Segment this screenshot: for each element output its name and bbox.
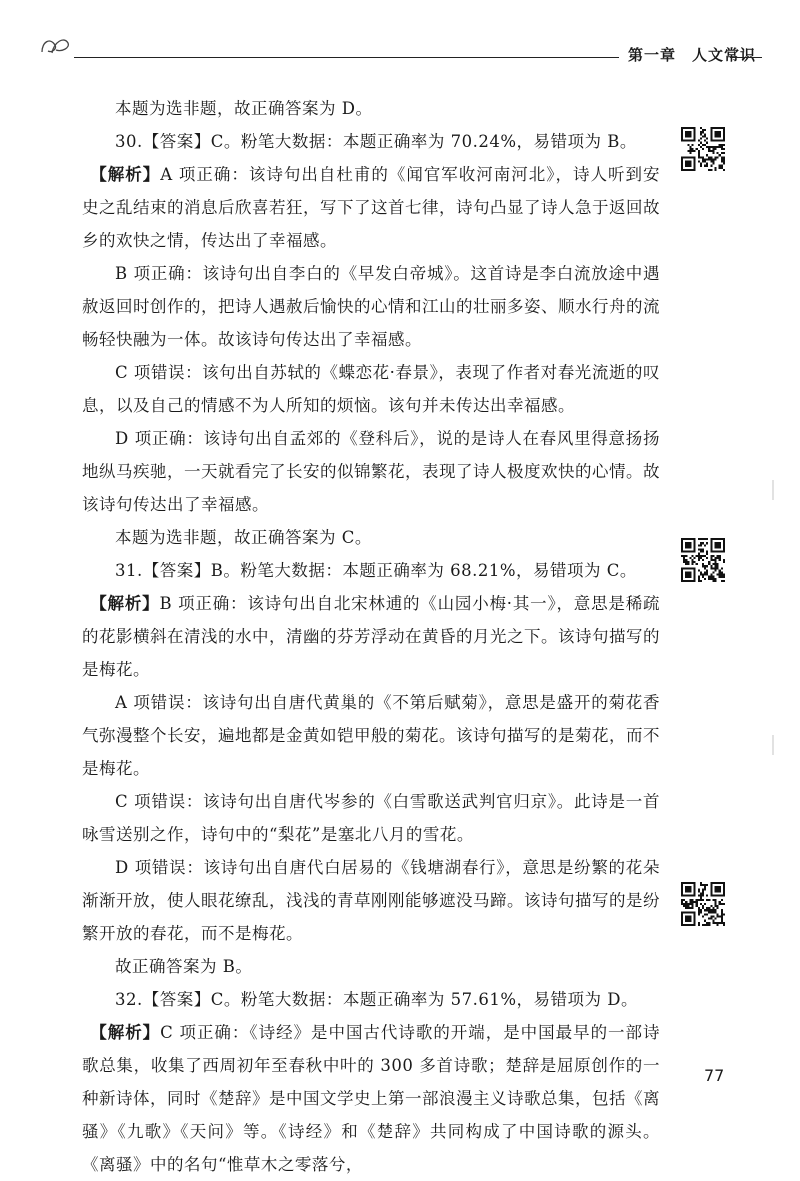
paragraph: 本题为选非题，故正确答案为 C。 [115,528,372,547]
qr-code-icon[interactable] [681,882,725,926]
paragraph: 【解析】A 项正确：该诗句出自杜甫的《闻官军收河南河北》，诗人听到安史之乱结束的消息后欣喜若狂，写下了这首七律，诗句凸显了诗人急于返回故乡的欢快之情，传达出了幸福感。 [82,165,660,250]
paragraph: C 项错误：该诗句出自唐代岑参的《白雪歌送武判官归京》。此诗是一首咏雪送别之作，诗句中的“梨花”是塞北八月的雪花。 [82,792,660,844]
analysis-tag: 【解析】 [90,594,160,613]
chapter-title: 第一章 人文常识 [628,46,757,64]
qr-code-icon[interactable] [681,538,725,582]
page-header [40,30,762,70]
header-rule-left [74,57,619,58]
paragraph: B 项正确：该诗句出自李白的《早发白帝城》。这首诗是李白流放途中遇赦返回时创作的，把诗人遇赦后愉快的心情和江山的壮丽多姿、顺水行舟的流畅轻快融为一体。故该诗句传达出了幸福感。 [82,264,660,349]
paragraph: 【解析】B 项正确：该诗句出自北宋林逋的《山园小梅·其一》，意思是稀疏的花影横斜在清浅的水中，清幽的芬芳浮动在黄昏的月光之下。该诗句描写的是梅花。 [82,594,660,679]
paragraph: D 项正确：该诗句出自孟郊的《登科后》，说的是诗人在春风里得意扬扬地纵马疾驰，一天就看完了长安的似锦繁花，表现了诗人极度欢快的心情。故该诗句传达出了幸福感。 [82,429,660,514]
paragraph: A 项错误：该诗句出自唐代黄巢的《不第后赋菊》，意思是盛开的菊花香气弥漫整个长安，遍地都是金黄如铠甲般的菊花。该诗句描写的是菊花，而不是梅花。 [82,693,660,778]
header-rule-right [730,57,762,58]
paragraph: 【解析】C 项正确：《诗经》是中国古代诗歌的开端，是中国最早的一部诗歌总集，收集了西周初年至春秋中叶的 300 多首诗歌；楚辞是屈原创作的一种新诗体，同时《楚辞》是中国文学史上第一部浪漫主义诗歌总集，包括《离骚》《九歌》《天问》等。《诗经》和《楚辞》共同构成了中国诗歌的源头。《离骚》中的名句“惟草木之零落兮， [82,1023,660,1174]
analysis-tag: 【解析】 [90,165,161,184]
paragraph: D 项错误：该诗句出自唐代白居易的《钱塘湖春行》，意思是纷繁的花朵渐渐开放，使人眼花缭乱，浅浅的青草刚刚能够遮没马蹄。该诗句描写的是纷繁开放的春花，而不是梅花。 [82,858,660,943]
analysis-tag: 【解析】 [90,1023,161,1042]
paragraph: 本题为选非题，故正确答案为 D。 [115,99,373,118]
paragraph: 故正确答案为 B。 [115,957,253,976]
qr-code-icon[interactable] [681,127,725,171]
scan-mark [772,480,774,500]
page-number: 77 [704,1066,725,1085]
paragraph: 31.【答案】B。粉笔大数据：本题正确率为 68.21%，易错项为 C。 [115,561,637,580]
paragraph: 30.【答案】C。粉笔大数据：本题正确率为 70.24%，易错项为 B。 [115,132,637,151]
scan-mark [772,735,774,755]
page-content [82,92,660,1181]
paragraph: C 项错误：该句出自苏轼的《蝶恋花·春景》，表现了作者对春光流逝的叹息，以及自己的情感不为人所知的烦恼。该句并未传达出幸福感。 [82,363,660,415]
leaf-icon [40,34,70,56]
paragraph: 32.【答案】C。粉笔大数据：本题正确率为 57.61%，易错项为 D。 [115,990,638,1009]
